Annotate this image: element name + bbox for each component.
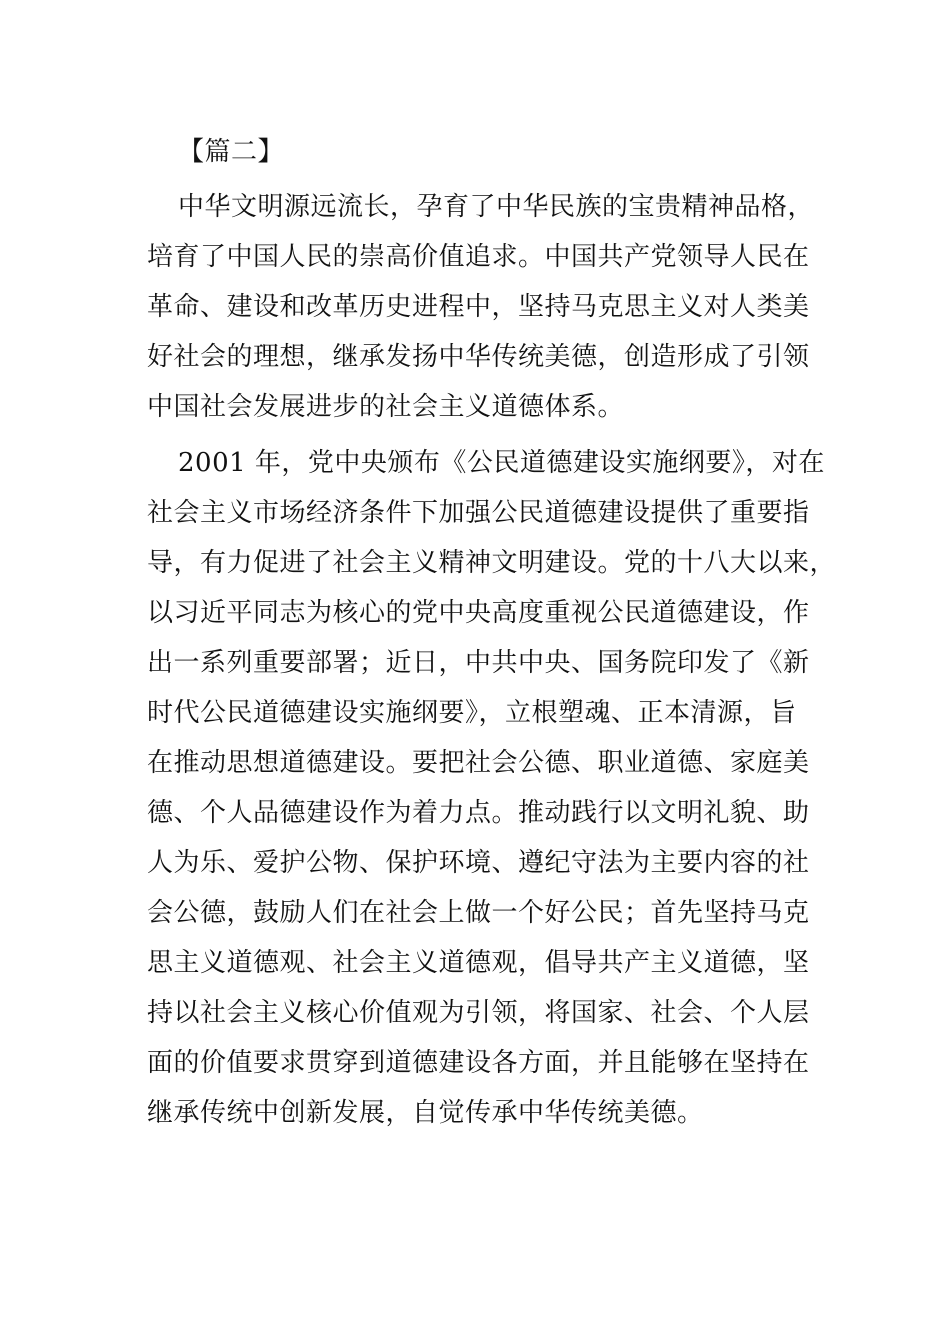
paragraph-2-line-8: 德、个人品德建设作为着力点。推动践行以文明礼貌、助 <box>147 798 810 828</box>
paragraph-2-line-4: 以习近平同志为核心的党中央高度重视公民道德建设，作 <box>147 598 810 628</box>
paragraph-2-line-10: 会公德，鼓励人们在社会上做一个好公民；首先坚持马克 <box>147 898 810 928</box>
section-heading: 【篇二】 <box>178 137 285 167</box>
paragraph-2-line-5: 出一系列重要部署；近日，中共中央、国务院印发了《新 <box>147 648 810 678</box>
paragraph-2-line-2: 社会主义市场经济条件下加强公民道德建设提供了重要指 <box>147 498 810 528</box>
paragraph-1-line-1: 中华文明源远流长，孕育了中华民族的宝贵精神品格， <box>178 192 815 222</box>
paragraph-1-line-2: 培育了中国人民的崇高价值追求。中国共产党领导人民在 <box>147 242 810 272</box>
paragraph-2-line-9: 人为乐、爱护公物、保护环境、遵纪守法为主要内容的社 <box>147 848 810 878</box>
paragraph-1-line-4: 好社会的理想，继承发扬中华传统美德，创造形成了引领 <box>147 342 810 372</box>
paragraph-2-line-13: 面的价值要求贯穿到道德建设各方面，并且能够在坚持在 <box>147 1048 810 1078</box>
paragraph-1-line-5: 中国社会发展进步的社会主义道德体系。 <box>147 392 625 422</box>
paragraph-2-line-7: 在推动思想道德建设。要把社会公德、职业道德、家庭美 <box>147 748 810 778</box>
paragraph-2-line-14: 继承传统中创新发展，自觉传承中华传统美德。 <box>147 1098 704 1128</box>
paragraph-1-line-3: 革命、建设和改革历史进程中，坚持马克思主义对人类美 <box>147 292 810 322</box>
paragraph-2-line-6: 时代公民道德建设实施纲要》，立根塑魂、正本清源，旨 <box>147 698 797 728</box>
paragraph-2-line-3: 导，有力促进了社会主义精神文明建设。党的十八大以来， <box>147 548 837 578</box>
paragraph-2-line-1: 2001 年，党中央颁布《公民道德建设实施纲要》，对在 <box>178 448 825 478</box>
paragraph-2-line-12: 持以社会主义核心价值观为引领，将国家、社会、个人层 <box>147 998 810 1028</box>
paragraph-2-line-11: 思主义道德观、社会主义道德观，倡导共产主义道德，坚 <box>147 948 810 978</box>
